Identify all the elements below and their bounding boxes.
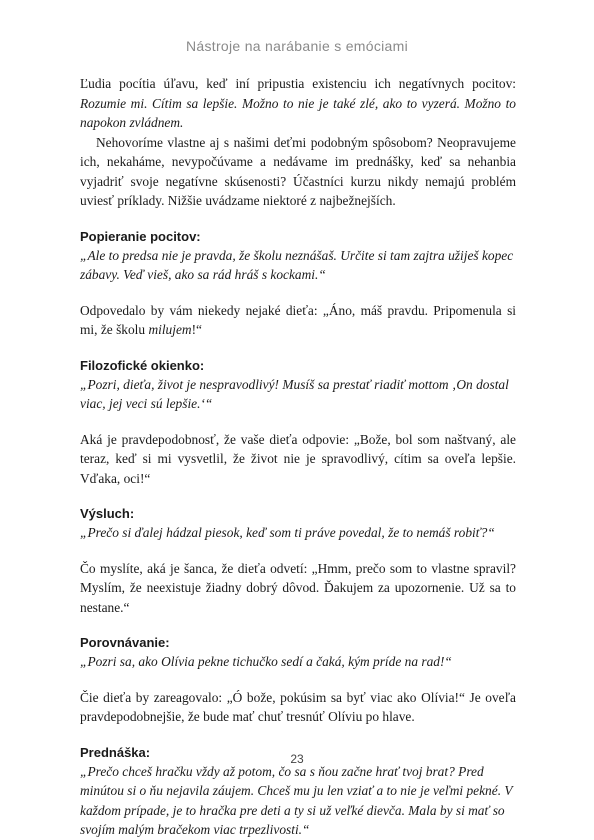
example-quote: „Pozri sa, ako Olívia pekne tichučko sedí a čaká, kým príde na rad!“ [80, 654, 452, 669]
paragraph-response-school-italic: milujem [148, 322, 192, 337]
example-label: Prednáška: [80, 744, 151, 760]
example-label: Výsluch: [80, 506, 135, 521]
example-label: Filozofické okienko: [80, 357, 205, 373]
example-label: Porovnávanie: [80, 635, 170, 650]
example-quote: „Pozri, dieťa, život je nespravodlivý! Musíš sa prestať riadiť mottom ‚On dostal viac, jej veci sú lepšie.‘“ [80, 376, 509, 411]
page-body [80, 74, 516, 840]
example-quote: „Prečo si ďalej hádzal piesok, keď som ti práve povedal, že to nemáš robiť?“ [80, 525, 495, 540]
running-title: Nástroje na narábanie s emóciami [185, 38, 409, 54]
example-interrogation [80, 504, 516, 543]
paragraph-response-school [80, 301, 516, 340]
paragraph-olivia: Čie dieťa by zareagovalo: „Ó bože, pokúsim sa byť viac ako Olívia!“ Je oveľa pravdepodobnejšie, že bude mať chuť tresnúť Olíviu po hlave. [80, 689, 516, 724]
example-quote: „Ale to predsa nie je pravda, že školu neznášaš. Určite si tam zajtra užiješ kopec zábavy. Veď vieš, ako sa rád hráš s kockami.“ [80, 247, 514, 282]
example-denial [80, 227, 516, 285]
example-label: Popieranie pocitov: [80, 228, 201, 244]
example-comparison [80, 633, 516, 672]
paragraph-response-school-end: !“ [191, 322, 202, 337]
paragraph-relief [80, 74, 516, 133]
paragraph-chance: Čo myslíte, aká je šanca, že dieťa odvetí: „Hmm, prečo som to vlastne spravil? Myslím, že neexistuje žiadny dobrý dôvod. Ďakujem za upozornenie. Už sa to nestane.“ [80, 560, 516, 615]
page-number: 23 [290, 752, 304, 766]
paragraph-children: Nehovoríme vlastne aj s našimi deťmi podobným spôsobom? Neopravujeme ich, nekaháme, nevypočúvame a nedávame im prednášky, keď sa nehanbia vyjadriť svoje negatívne skúsenosti? Účastníci kurzu nikdy nemajú problém uviesť príklady. Nižšie uvádzame niektoré z najbežnejších. [80, 134, 516, 208]
paragraph-relief-text: Ľudia pocítia úľavu, keď iní pripustia existenciu ich negatívnych pocitov: [80, 76, 516, 91]
example-philosophy [80, 356, 516, 414]
paragraph-relief-italic: Rozumie mi. Cítim sa lepšie. Možno to nie je také zlé, ako to vyzerá. Možno to napokon zvládnem. [80, 95, 516, 130]
paragraph-probability: Aká je pravdepodobnosť, že vaše dieťa odpovie: „Bože, bol som naštvaný, ale teraz, keď si mi vysvetlil, že život nie je spravodlivý, cítim sa oveľa lepšie. Vďaka, oci!“ [80, 431, 516, 486]
paragraph-response-school-text: Odpovedalo by vám niekedy nejaké dieťa: „Áno, máš pravdu. Pripomenula si mi, že školu [80, 302, 516, 337]
example-quote: „Prečo chceš hračku vždy až potom, čo sa s ňou začne hrať tvoj brat? Pred minútou si o ňu nejavila záujem. Chceš mu ju len vziať a to nie je veľmi pekné. V každom prípade, je to hračka pre deti a ty si už veľké dievča. Mala by si mať so svojím malým bračekom viac trpezlivosti.“ [80, 763, 513, 837]
